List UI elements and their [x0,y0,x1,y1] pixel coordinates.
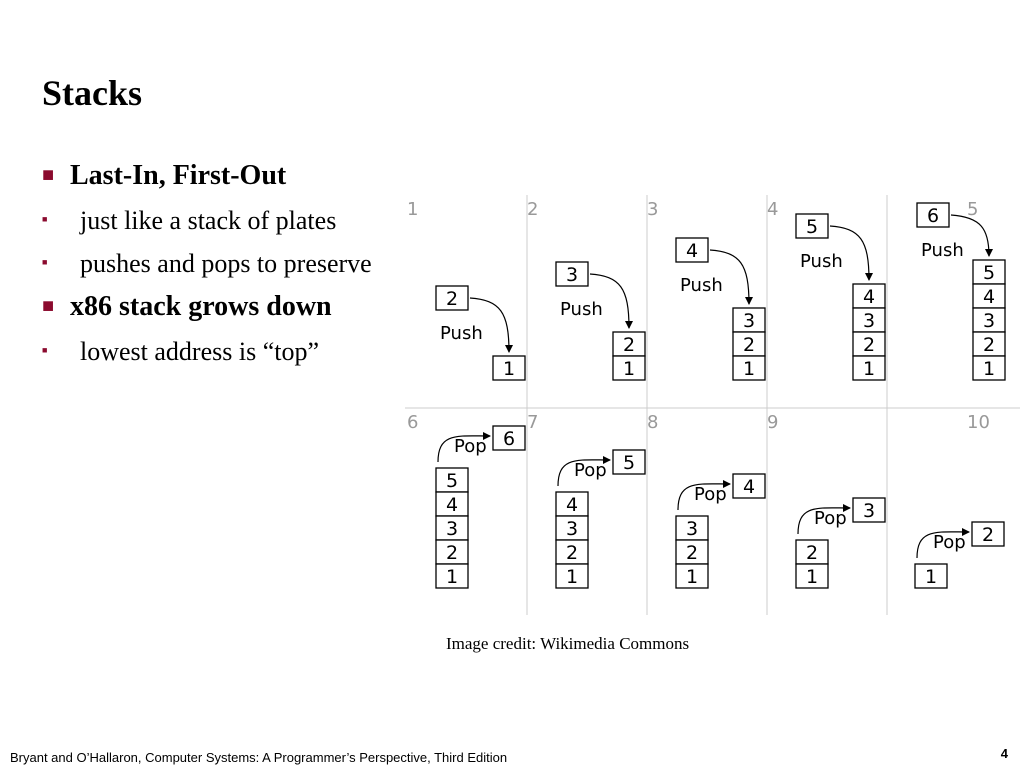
push-label: Push [560,299,603,320]
stack-element-label: 2 [862,334,876,356]
bullet-item [42,160,286,192]
stack-element-label: 4 [445,494,459,516]
pop-label: Pop [454,436,487,457]
step-number: 2 [527,199,539,220]
step-number: 6 [407,412,419,433]
stack-element-label: 3 [565,518,579,540]
sub-bullet-item [42,206,336,236]
step-number: 10 [967,412,990,433]
stack-element-label: 1 [622,358,636,380]
push-label: Push [440,323,483,344]
footer-text: Bryant and O’Hallaron, Computer Systems: A Programmer’s Perspective, Third Edition [10,750,508,765]
stack-element-label: 6 [502,428,516,450]
step-number: 1 [407,199,419,220]
stack-element-label: 3 [742,310,756,332]
small-square-bullet-icon: ■ [42,214,48,224]
sub-bullet-item [42,337,319,367]
stack-element-label: 1 [445,566,459,588]
bullet-item [42,291,332,323]
stack-element-label: 2 [565,542,579,564]
pop-label: Pop [574,460,607,481]
stack-element-label: 3 [982,310,996,332]
stack-element-label: 5 [805,216,819,238]
bullet-text: x86 stack grows down [70,291,332,322]
stack-element-label: 3 [862,310,876,332]
stack-element-label: 2 [982,334,996,356]
stack-element-label: 2 [981,524,995,546]
step-number: 3 [647,199,659,220]
step-number: 9 [767,412,779,433]
stack-element-label: 3 [445,518,459,540]
sub-bullet-text: pushes and pops to preserve [80,249,372,278]
slide-title: Stacks [42,73,143,113]
pop-label: Pop [694,484,727,505]
bullet-text: Last-In, First-Out [70,160,287,191]
stack-element-label: 4 [685,240,699,262]
stack-element-label: 3 [685,518,699,540]
stack-element-label: 4 [742,476,756,498]
stack-element-label: 1 [685,566,699,588]
stack-element-label: 1 [982,358,996,380]
pop-label: Pop [814,508,847,529]
square-bullet-icon: ■ [42,164,55,186]
push-label: Push [680,275,723,296]
push-label: Push [921,240,964,261]
stack-element-label: 1 [924,566,938,588]
stack-diagram-svg [405,195,1020,615]
sub-bullet-text: lowest address is “top” [80,337,320,366]
step-number: 7 [527,412,539,433]
stack-element-label: 6 [926,205,940,227]
stack-element-label: 2 [685,542,699,564]
sub-bullet-text: just like a stack of plates [80,206,337,235]
pop-label: Pop [933,532,966,553]
stack-element-label: 3 [862,500,876,522]
image-credit: Image credit: Wikimedia Commons [446,634,690,653]
stack-element-label: 2 [742,334,756,356]
stack-element-label: 2 [445,542,459,564]
stack-element-label: 4 [565,494,579,516]
stack-element-label: 4 [982,286,996,308]
stack-element-label: 5 [445,470,459,492]
stack-element-label: 1 [862,358,876,380]
stack-element-label: 5 [982,262,996,284]
stack-element-label: 1 [805,566,819,588]
stack-element-label: 2 [805,542,819,564]
step-number: 8 [647,412,659,433]
stack-element-label: 5 [622,452,636,474]
stack-element-label: 2 [445,288,459,310]
square-bullet-icon: ■ [42,295,55,317]
stack-diagram [405,195,1020,615]
push-label: Push [800,251,843,272]
stack-element-label: 1 [565,566,579,588]
step-number: 4 [767,199,779,220]
page-number: 4 [1000,746,1008,761]
stack-element-label: 4 [862,286,876,308]
small-square-bullet-icon: ■ [42,345,48,355]
step-number: 5 [967,199,979,220]
stack-element-label: 1 [502,358,516,380]
stack-element-label: 1 [742,358,756,380]
stack-element-label: 2 [622,334,636,356]
small-square-bullet-icon: ■ [42,257,48,267]
stack-element-label: 3 [565,264,579,286]
sub-bullet-item [42,249,372,279]
